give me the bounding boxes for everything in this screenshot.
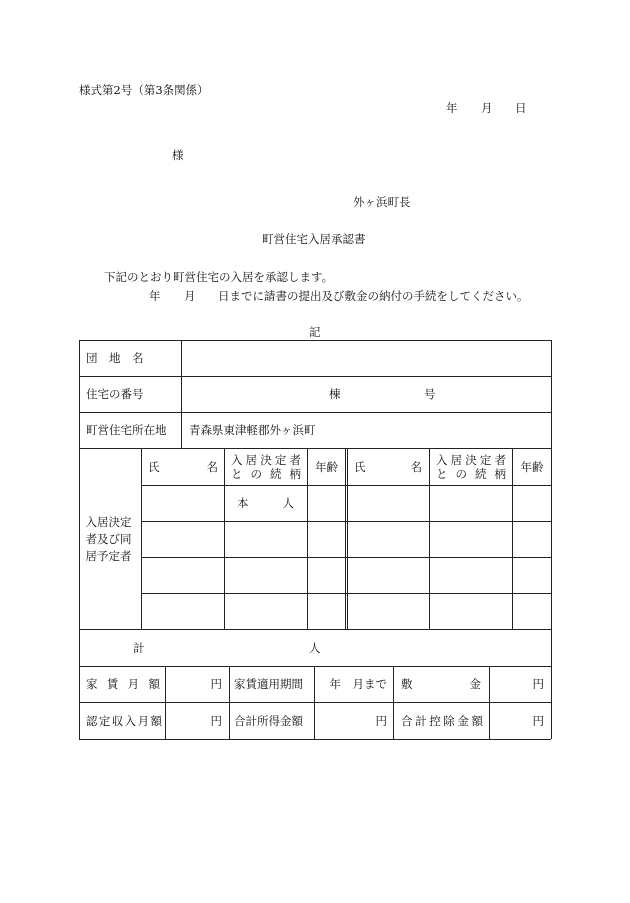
deposit-label: 敷 金 (401, 677, 481, 691)
date-day: 日 (515, 101, 527, 115)
to-label: 棟 (329, 387, 341, 401)
persons-label: 人 (309, 641, 321, 655)
col-relation-left-line1: 入 居 決 定 者 (231, 453, 301, 467)
total-label: 計 (133, 641, 145, 655)
location-label: 町営住宅所在地 (86, 423, 167, 437)
rent-period-until: 年 月まで (329, 677, 387, 691)
issuer: 外ヶ浜町長 (353, 195, 411, 209)
location-value: 青森県東津軽郡外ヶ浜町 (189, 423, 316, 437)
body-line-2-year: 年 (149, 289, 161, 303)
date-year: 年 (446, 101, 458, 115)
self-label: 本 人 (237, 496, 294, 510)
income-label: 認 定 収 入 月 額 (86, 713, 162, 728)
danchi-label: 団 地 名 (86, 351, 144, 365)
col-name-left: 氏 名 (148, 460, 218, 474)
jutaku-label: 住宅の番号 (86, 387, 144, 401)
body-line-1: 下記のとおり町営住宅の入居を承認します。 (104, 270, 334, 284)
deposit-yen: 円 (532, 677, 544, 691)
col-relation-left-line2: と の 続 柄 (231, 467, 301, 481)
body-line-2-month: 月 (184, 289, 196, 303)
residents-label-text: 入居決定者及び同居予定者 (85, 514, 132, 563)
col-relation-right-line1: 入 居 決 定 者 (436, 453, 506, 467)
date-month: 月 (481, 101, 493, 115)
form-number: 様式第2号（第3条関係） (79, 83, 209, 97)
col-name-right: 氏 名 (354, 460, 422, 474)
ki-label: 記 (309, 325, 321, 339)
document-title: 町営住宅入居承認書 (262, 232, 366, 246)
income-yen: 円 (210, 713, 222, 728)
col-relation-right (436, 449, 506, 485)
col-age-left: 年齢 (315, 460, 338, 474)
body-line-2-text: 日までに請書の提出及び敷金の納付の手続をしてください。 (218, 289, 529, 303)
col-relation-left (231, 449, 301, 485)
rent-period-label: 家賃適用期間 (234, 677, 303, 691)
residents-label (80, 449, 141, 629)
rent-yen: 円 (210, 677, 222, 691)
rent-label: 家 賃 月 額 (86, 677, 160, 691)
total-income-yen: 円 (375, 713, 387, 728)
danchi-value[interactable] (182, 341, 550, 375)
col-relation-right-line2: と の 続 柄 (436, 467, 506, 481)
col-age-right: 年齢 (520, 460, 544, 474)
total-income-label: 合計所得金額 (234, 713, 303, 728)
go-label: 号 (424, 387, 436, 401)
total-deduction-yen: 円 (532, 713, 544, 728)
total-deduction-label: 合 計 控 除 金 額 (401, 713, 483, 728)
recipient-suffix: 様 (172, 148, 184, 162)
